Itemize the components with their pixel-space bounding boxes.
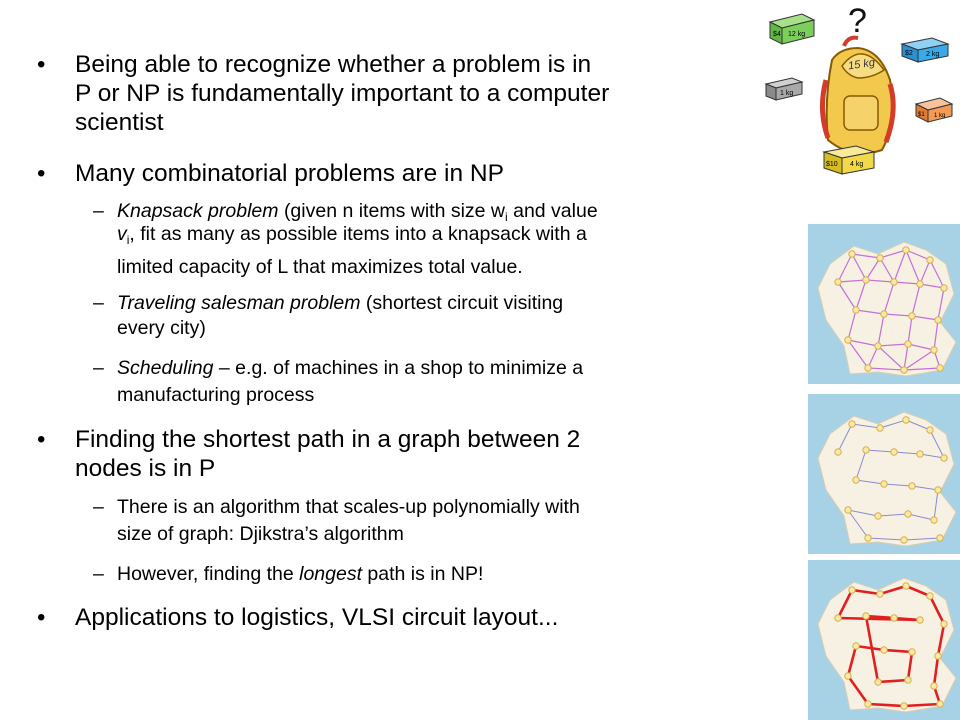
longest-term: longest [299, 563, 362, 585]
subitem-longest-path: However, finding the longest path is in NP! [117, 563, 484, 585]
city-node [941, 285, 947, 291]
item-box-grey [766, 78, 802, 100]
svg-text:4 kg: 4 kg [850, 161, 864, 168]
city-node [941, 621, 947, 627]
city-node [881, 647, 887, 653]
city-node [853, 307, 859, 313]
france-map-complete-graph [808, 224, 960, 384]
bullet-marker: • [37, 426, 46, 453]
map-graph-svg [808, 224, 960, 384]
city-node [905, 341, 911, 347]
city-node [875, 679, 881, 685]
city-node [901, 367, 907, 373]
bullet-1-line-2: P or NP is fundamentally important to a computer [75, 80, 610, 107]
bullet-3-line-1: Finding the shortest path in a graph between 2 [75, 426, 581, 453]
city-node [909, 313, 915, 319]
bullet-1-line-1: Being able to recognize whether a problem is in [75, 51, 592, 78]
city-node [905, 677, 911, 683]
city-node [835, 279, 841, 285]
city-node [845, 673, 851, 679]
city-node [927, 427, 933, 433]
svg-text:1 kg: 1 kg [934, 113, 946, 119]
subitem-knapsack-line-2: $v_i$, fit as many as possible items into a knapsack with a [117, 223, 587, 247]
city-node [835, 449, 841, 455]
city-node [865, 365, 871, 371]
city-node [901, 537, 907, 543]
item-box-yellow [824, 146, 874, 174]
map-path-svg [808, 394, 960, 554]
bullet-3-line-2: nodes is in P [75, 455, 216, 482]
city-node [845, 507, 851, 513]
city-node [865, 535, 871, 541]
city-node [903, 583, 909, 589]
city-node [927, 593, 933, 599]
subitem-knapsack-line-3: limited capacity of L that maximizes total value. [117, 256, 523, 278]
dash-marker: – [93, 496, 104, 518]
city-node [931, 517, 937, 523]
bullet-4-text: Applications to logistics, VLSI circuit layout... [75, 604, 559, 631]
city-node [891, 279, 897, 285]
bag-capacity-label: 15 kg [847, 56, 876, 73]
france-map-path [808, 394, 960, 554]
city-node [935, 653, 941, 659]
item-box-orange [916, 98, 952, 122]
knapsack-svg [762, 0, 960, 190]
city-node [877, 255, 883, 261]
question-mark: ? [848, 2, 867, 40]
city-node [877, 425, 883, 431]
bullet-marker: • [37, 160, 46, 187]
bullet-marker: • [37, 604, 46, 631]
city-node [909, 649, 915, 655]
city-node [865, 701, 871, 707]
city-node [849, 421, 855, 427]
city-node [935, 317, 941, 323]
city-node [849, 587, 855, 593]
subitem-tsp-line-2: every city) [117, 317, 206, 339]
dash-marker: – [93, 292, 104, 314]
backpack-icon [822, 38, 893, 154]
city-node [937, 535, 943, 541]
city-node [881, 311, 887, 317]
city-node [903, 417, 909, 423]
city-node [875, 513, 881, 519]
city-node [853, 643, 859, 649]
france-map-tour [808, 560, 960, 720]
svg-text:$10: $10 [826, 161, 838, 168]
bullet-2-text: Many combinatorial problems are in NP [75, 160, 504, 187]
svg-text:1 kg: 1 kg [780, 90, 794, 97]
tsp-term: Traveling salesman problem [117, 292, 361, 314]
city-node [905, 511, 911, 517]
city-node [845, 337, 851, 343]
subitem-dijkstra-line-2: size of graph: Djikstra’s algorithm [117, 523, 404, 545]
city-node [937, 365, 943, 371]
city-node [941, 455, 947, 461]
subitem-dijkstra-line-1: There is an algorithm that scales-up polynomially with [117, 496, 580, 518]
city-node [891, 449, 897, 455]
city-node [849, 251, 855, 257]
city-node [863, 447, 869, 453]
subitem-tsp-line-1: Traveling salesman problem (shortest circuit visiting [117, 292, 564, 314]
knapsack-illustration [762, 0, 960, 190]
city-node [935, 487, 941, 493]
city-node [863, 277, 869, 283]
svg-text:$2: $2 [905, 50, 913, 57]
city-node [835, 615, 841, 621]
dash-marker: – [93, 357, 104, 379]
city-node [903, 247, 909, 253]
city-node [931, 683, 937, 689]
svg-text:12 kg: 12 kg [788, 31, 806, 38]
item-box-blue [902, 38, 948, 62]
svg-text:$1: $1 [918, 112, 925, 118]
knapsack-term: Knapsack problem [117, 200, 279, 222]
city-node [917, 281, 923, 287]
city-node [875, 343, 881, 349]
subitem-knapsack-line-1: Knapsack problem (given n items with size $w_i$ and value [117, 200, 598, 224]
city-node [891, 615, 897, 621]
city-node [901, 703, 907, 709]
scheduling-term: Scheduling [117, 357, 214, 379]
map-tour-svg [808, 560, 960, 720]
dash-marker: – [93, 563, 104, 585]
city-node [917, 617, 923, 623]
subitem-scheduling-line-1: Scheduling – e.g. of machines in a shop to minimize a [117, 357, 584, 379]
city-node [927, 257, 933, 263]
subitem-scheduling-line-2: manufacturing process [117, 384, 315, 406]
city-node [863, 613, 869, 619]
item-box-green [770, 14, 814, 44]
city-node [937, 701, 943, 707]
city-node [853, 477, 859, 483]
dash-marker: – [93, 200, 104, 222]
city-node [931, 347, 937, 353]
city-node [917, 451, 923, 457]
svg-text:2 kg: 2 kg [926, 51, 940, 58]
bullet-1-line-3: scientist [75, 109, 164, 136]
city-node [909, 483, 915, 489]
city-node [881, 481, 887, 487]
svg-text:$4: $4 [773, 31, 781, 38]
city-node [877, 591, 883, 597]
bullet-marker: • [37, 51, 46, 78]
